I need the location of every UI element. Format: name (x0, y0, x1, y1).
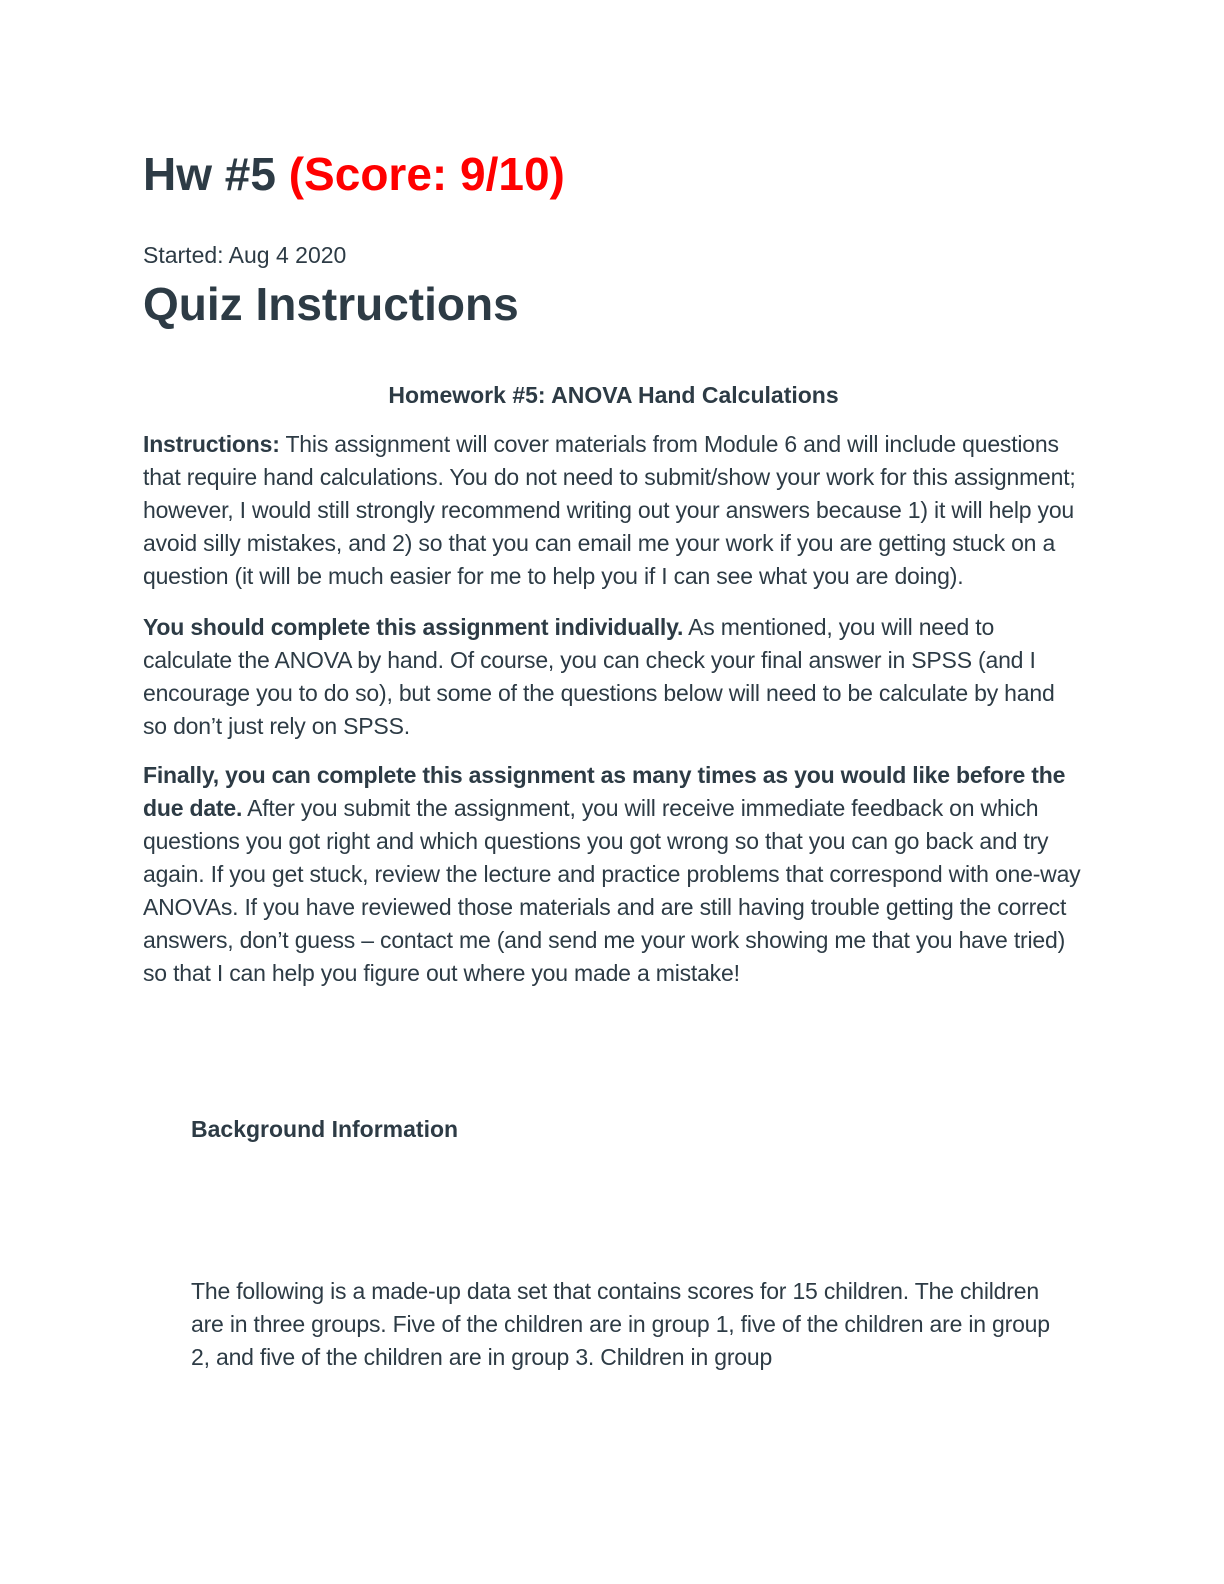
homework-heading: Homework #5: ANOVA Hand Calculations (388, 382, 839, 409)
started-date: Started: Aug 4 2020 (143, 242, 347, 269)
quiz-instructions-heading: Quiz Instructions (143, 278, 519, 331)
quiz-score-text: (Score: 9/10) (288, 148, 565, 200)
page-title (143, 147, 1084, 202)
paragraph-instructions-text: This assignment will cover materials from Module 6 and will include questions that require hand calculations. You do not need to submit/show your work for this assignment; however, I would still strongly recommend writing out your answers because 1) it will help you avoid silly mistakes, and 2) so that you can email me your work if you are getting stuck on a question (it will be much easier for me to help you if I can see what you are doing). (143, 431, 1076, 590)
quiz-title-text: Hw #5 (143, 148, 276, 200)
paragraph-individually-lead: You should complete this assignment individually. (143, 614, 684, 641)
paragraph-instructions (143, 428, 1084, 593)
paragraph-instructions-lead: Instructions: (143, 431, 280, 458)
paragraph-individually (143, 611, 1084, 743)
background-information-heading: Background Information (191, 1116, 459, 1143)
background-information-paragraph: The following is a made-up data set that contains scores for 15 children. The children are in three groups. Five of the children are in group 1, five of the children are in group 2, and five of the children are in group 3. Children in group (191, 1278, 1050, 1371)
paragraph-finally-text: After you submit the assignment, you will receive immediate feedback on which questions you got right and which questions you got wrong so that you can go back and try again. If you get stuck, review the lecture and practice problems that correspond with one-way ANOVAs. If you have reviewed those materials and are still having trouble getting the correct answers, don’t guess – contact me (and send me your work showing me that you have tried) so that I can help you figure out where you made a mistake! (143, 795, 1081, 987)
paragraph-finally-lead: Finally, you can complete this assignment as many times as you would like before the due date. (143, 762, 1066, 822)
paragraph-individually-text: As mentioned, you will need to calculate the ANOVA by hand. Of course, you can check your final answer in SPSS (and I encourage you to do so), but some of the questions below will need to be calculate by hand so don’t just rely on SPSS. (143, 614, 1055, 740)
paragraph-finally (143, 759, 1084, 990)
